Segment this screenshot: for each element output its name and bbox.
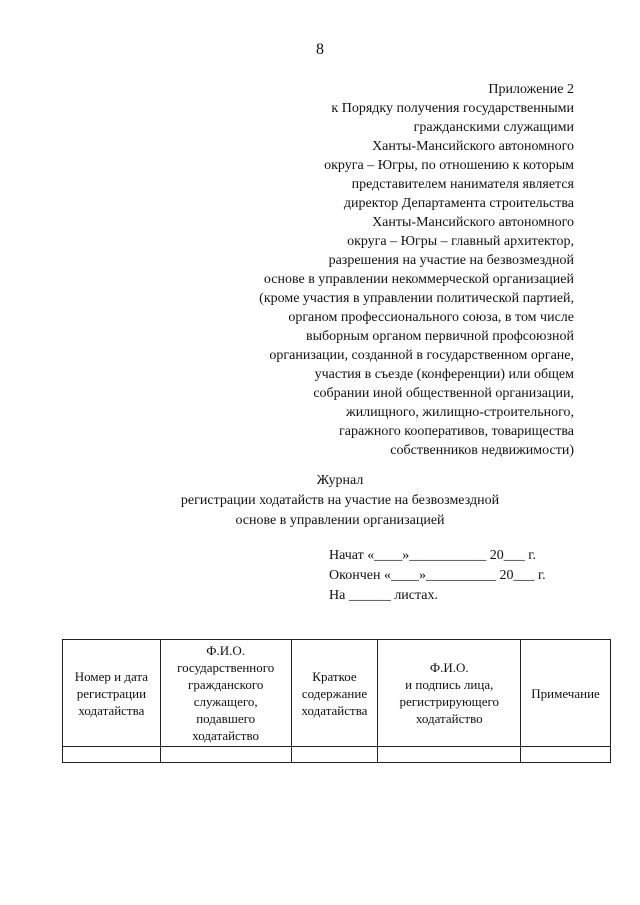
appendix-line: Ханты-Мансийского автономного: [372, 139, 574, 154]
journal-subtitle-line: основе в управлении организацией: [235, 513, 445, 528]
registration-table: [62, 639, 611, 763]
appendix-line: выборным органом первичной профсоюзной: [305, 329, 574, 344]
table-cell: [291, 747, 378, 763]
appendix-line: округа – Югры – главный архитектор,: [347, 234, 574, 249]
journal-subtitle-line: регистрации ходатайств на участие на безвозмездной: [180, 493, 500, 508]
finished-date-line: Окончен «____»__________ 20___ г.: [329, 568, 546, 583]
appendix-line: основе в управлении некоммерческой организацией: [263, 272, 574, 287]
appendix-line: Приложение 2: [488, 82, 574, 97]
started-date-line: Начат «____»___________ 20___ г.: [329, 548, 536, 563]
appendix-line: гаражного кооперативов, товарищества: [339, 424, 574, 439]
appendix-line: разрешения на участие на безвозмездной: [328, 253, 574, 268]
header-registrar-name-signature: Ф.И.О. и подпись лица, регистрирующего ходатайство: [378, 640, 521, 747]
header-applicant-name: Ф.И.О. государственного гражданского служащего, подавшего ходатайство: [160, 640, 291, 747]
appendix-line: собственников недвижимости): [390, 443, 574, 458]
appendix-line: организации, созданной в государственном органе,: [269, 348, 574, 363]
table-cell: [378, 747, 521, 763]
header-registration-number-date: Номер и дата регистрации ходатайства: [63, 640, 161, 747]
header-note: Примечание: [521, 640, 611, 747]
appendix-line: директор Департамента строительства: [343, 196, 574, 211]
table-cell: [521, 747, 611, 763]
sheets-count-line: На ______ листах.: [329, 588, 439, 603]
header-summary: Краткое содержание ходатайства: [291, 640, 378, 747]
appendix-line: округа – Югры, по отношению к которым: [324, 158, 574, 173]
appendix-line: органом профессионального союза, в том числе: [288, 310, 574, 325]
table-cell: [63, 747, 161, 763]
appendix-header: [154, 80, 574, 460]
appendix-line: к Порядку получения государственными: [331, 101, 574, 116]
appendix-line: гражданскими служащими: [413, 120, 574, 135]
appendix-line: жилищного, жилищно-строительного,: [346, 405, 574, 420]
appendix-line: собрании иной общественной организации,: [313, 386, 574, 401]
appendix-line: участия в съезде (конференции) или общем: [314, 367, 574, 382]
table-cell: [160, 747, 291, 763]
appendix-line: представителем нанимателя является: [351, 177, 574, 192]
page-number: 8: [316, 41, 324, 58]
journal-heading: [0, 471, 640, 531]
appendix-line: (кроме участия в управлении политической партией,: [259, 291, 574, 306]
table-header-row: [63, 640, 611, 747]
journal-title: Журнал: [316, 473, 364, 488]
appendix-line: Ханты-Мансийского автономного: [372, 215, 574, 230]
table-row: [63, 747, 611, 763]
journal-meta: [329, 546, 546, 606]
